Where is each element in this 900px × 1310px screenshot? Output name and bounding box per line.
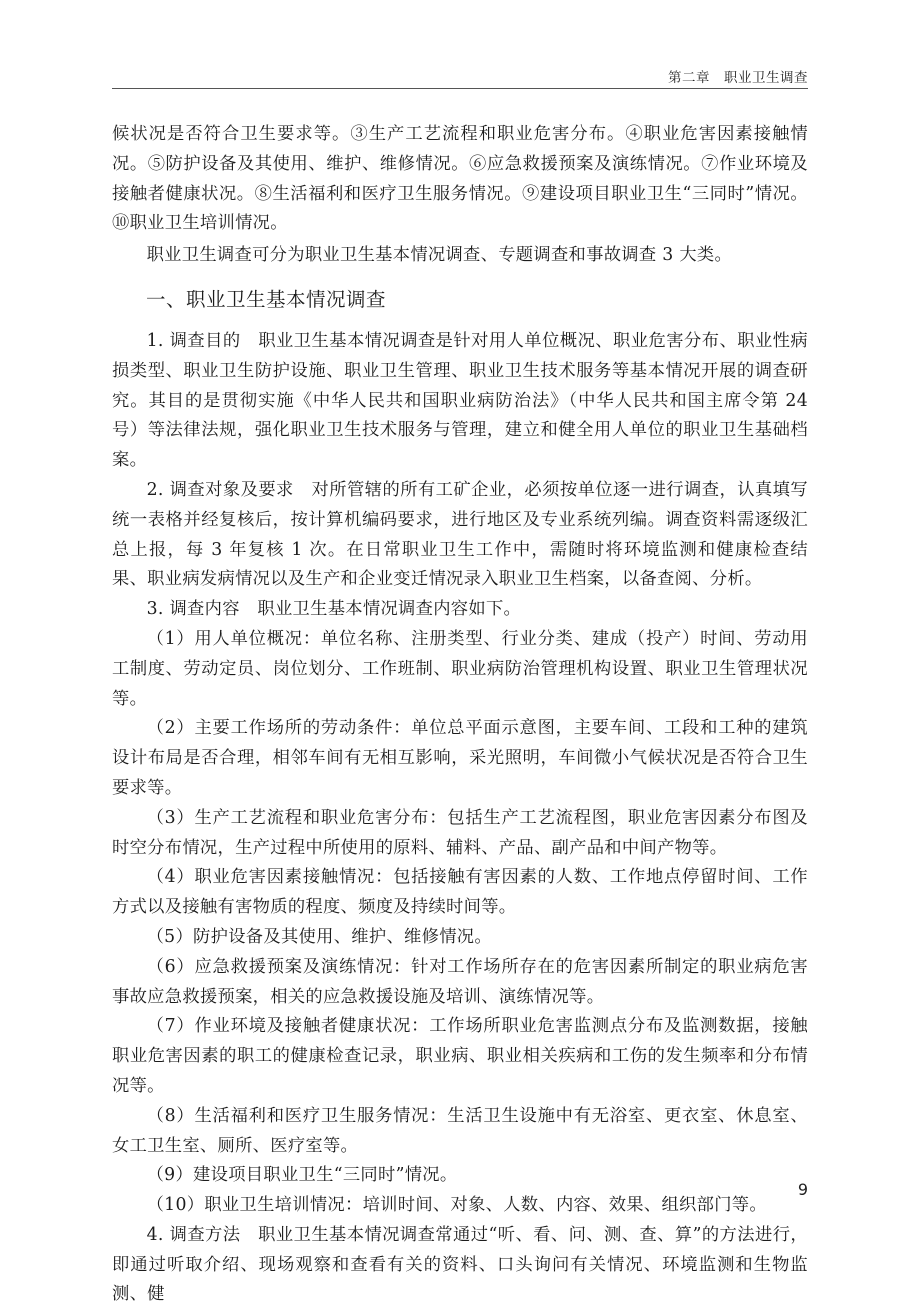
- content-item: （1）用人单位概况：单位名称、注册类型、行业分类、建成（投产）时间、劳动用工制度、劳动定员、岗位划分、工作班制、职业病防治管理机构设置、职业卫生管理状况等。: [112, 628, 808, 709]
- content-item: （9）建设项目职业卫生“三同时”情况。: [146, 1165, 458, 1186]
- intro-categories: 职业卫生调查可分为职业卫生基本情况调查、专题调查和事故调查 3 大类。: [146, 245, 733, 266]
- chapter-title: 第二章 职业卫生调查: [668, 70, 808, 86]
- content-intro-paragraph: 3. 调查内容 职业卫生基本情况调查内容如下。: [146, 599, 522, 620]
- method-paragraph: 4. 调查方法 职业卫生基本情况调查常通过“听、看、问、测、查、算”的方法进行，即通过听取介绍、现场观察和查看有关的资料、口头询问有关情况、环境监测和生物监测、健: [112, 1224, 808, 1305]
- content-item: （8）生活福利和医疗卫生服务情况：生活卫生设施中有无浴室、更衣室、休息室、女工卫生室、厕所、医疗室等。: [112, 1105, 808, 1156]
- section-heading: 一、职业卫生基本情况调查: [146, 287, 387, 311]
- content-item: （2）主要工作场所的劳动条件：单位总平面示意图，主要车间、工段和工种的建筑设计布局是否合理，相邻车间有无相互影响，采光照明，车间微小气候状况是否符合卫生要求等。: [112, 718, 808, 798]
- content-item: （7）作业环境及接触者健康状况：工作场所职业危害监测点分布及监测数据，接触职业危害因素的职工的健康检查记录，职业病、职业相关疾病和工伤的发生频率和分布情况等。: [112, 1016, 808, 1096]
- running-header: [112, 62, 808, 89]
- intro-continuation: 候状况是否符合卫生要求等。③生产工艺流程和职业危害分布。④职业危害因素接触情况。⑤防护设备及其使用、维护、维修情况。⑥应急救援预案及演练情况。⑦作业环境及接触者健康状况。⑧生活福利和医疗卫生服务情况。⑨建设项目职业卫生“三同时”情况。⑩职业卫生培训情况。: [112, 124, 808, 234]
- page-number: 9: [797, 1180, 808, 1199]
- content-item: （3）生产工艺流程和职业危害分布：包括生产工艺流程图，职业危害因素分布图及时空分布情况，生产过程中所使用的原料、辅料、产品、副产品和中间产物等。: [112, 807, 808, 858]
- page-body: [112, 120, 808, 1310]
- purpose-paragraph: 1. 调查目的 职业卫生基本情况调查是针对用人单位概况、职业危害分布、职业性病损类型、职业卫生防护设施、职业卫生管理、职业卫生技术服务等基本情况开展的调查研究。其目的是贯彻实施《中华人民共和国职业病防治法》（中华人民共和国主席令第 24 号）等法律法规，强化职业卫生技术服务与管理，建立和健全用人单位的职业卫生基础档案。: [112, 330, 808, 471]
- content-item: （10）职业卫生培训情况：培训时间、对象、人数、内容、效果、组织部门等。: [146, 1195, 767, 1216]
- content-item: （5）防护设备及其使用、维护、维修情况。: [146, 926, 492, 947]
- content-item: （4）职业危害因素接触情况：包括接触有害因素的人数、工作地点停留时间、工作方式以及接触有害物质的程度、频度及持续时间等。: [112, 867, 808, 918]
- content-item: （6）应急救援预案及演练情况：针对工作场所存在的危害因素所制定的职业病危害事故应急救援预案，相关的应急救援设施及培训、演练情况等。: [112, 956, 808, 1007]
- objects-paragraph: 2. 调查对象及要求 对所管辖的所有工矿企业，必须按单位逐一进行调查，认真填写统一表格并经复核后，按计算机编码要求，进行地区及专业系统列编。调查资料需逐级汇总上报，每 3 年复核 1 次。在日常职业卫生工作中，需随时将环境监测和健康检查结果、职业病发病情况以及生产和企业变迁情况录入职业卫生档案，以备查阅、分析。: [112, 479, 808, 590]
